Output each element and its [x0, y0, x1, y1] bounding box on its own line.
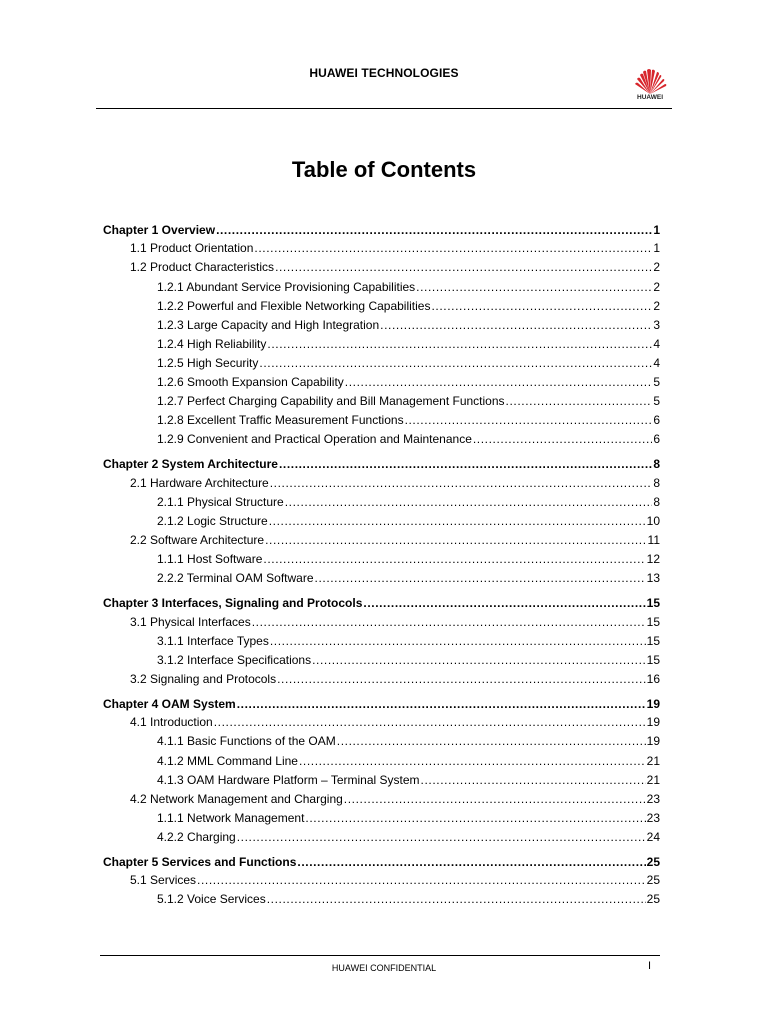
toc-entry-page: 21 — [646, 772, 660, 787]
toc-entry-label: Chapter 4 OAM System — [103, 697, 236, 711]
toc-chapter-entry[interactable] — [103, 595, 660, 611]
toc-entry-label: Chapter 5 Services and Functions — [103, 855, 297, 869]
toc-entry[interactable] — [157, 336, 660, 352]
toc-leader-dots — [344, 791, 646, 807]
toc-entry[interactable] — [157, 317, 660, 333]
toc-entry[interactable] — [157, 652, 660, 668]
toc-entry[interactable] — [130, 240, 660, 256]
footer-confidential: HUAWEI CONFIDENTIAL — [331, 963, 437, 973]
toc-entry-page: 21 — [646, 753, 660, 768]
toc-entry-page: 25 — [646, 873, 660, 888]
footer-page-number: I — [648, 960, 652, 972]
toc-entry-label: 1.2.4 High Reliability — [157, 336, 267, 351]
toc-entry[interactable] — [157, 570, 660, 586]
toc-entry-label: 2.2.2 Terminal OAM Software — [157, 571, 314, 586]
toc-entry-page: 1 — [653, 241, 660, 256]
toc-leader-dots — [254, 240, 652, 256]
toc-entry-label: 2.1.2 Logic Structure — [157, 513, 268, 528]
toc-leader-dots — [285, 494, 653, 510]
toc-leader-dots — [214, 714, 646, 730]
footer-divider — [100, 955, 660, 956]
toc-entry-page: 15 — [646, 652, 660, 667]
toc-leader-dots — [267, 891, 646, 907]
toc-leader-dots — [337, 733, 646, 749]
toc-entry-label: 1.2.7 Perfect Charging Capability and Bill Management Functions — [157, 394, 505, 409]
toc-chapter-entry[interactable] — [103, 222, 660, 238]
toc-entry-page: 3 — [653, 317, 660, 332]
toc-entry-page: 8 — [653, 457, 660, 472]
toc-entry-label: 1.2.2 Powerful and Flexible Networking Capabilities — [157, 298, 431, 313]
toc-entry-label: 2.2 Software Architecture — [130, 533, 265, 547]
toc-leader-dots — [197, 872, 646, 888]
toc-entry-page: 2 — [653, 298, 660, 313]
toc-entry-label: 4.1.2 MML Command Line — [157, 753, 298, 768]
toc-chapter-entry[interactable] — [103, 456, 660, 472]
toc-entry-label: Chapter 1 Overview — [103, 223, 216, 237]
toc-leader-dots — [267, 336, 652, 352]
toc-entry[interactable] — [157, 412, 660, 428]
toc-leader-dots — [279, 456, 652, 472]
toc-leader-dots — [263, 551, 645, 567]
header-title: HUAWEI TECHNOLOGIES — [309, 66, 459, 80]
toc-leader-dots — [416, 279, 652, 295]
toc-leader-dots — [380, 317, 652, 333]
toc-entry-label: 1.2.9 Convenient and Practical Operation and Maintenance — [157, 432, 472, 447]
toc-entry-label: 4.1.1 Basic Functions of the OAM — [157, 734, 336, 749]
toc-entry-label: 1.1.1 Host Software — [157, 552, 263, 567]
toc-entry-page: 12 — [646, 552, 660, 567]
toc-entry-page: 5 — [653, 394, 660, 409]
toc-entry-page: 25 — [646, 892, 660, 907]
toc-entry[interactable] — [130, 872, 660, 888]
toc-entry-label: 3.1.2 Interface Specifications — [157, 652, 312, 667]
toc-leader-dots — [315, 570, 646, 586]
toc-leader-dots — [237, 696, 646, 712]
toc-entry[interactable] — [157, 374, 660, 390]
toc-entry-page: 25 — [646, 855, 660, 869]
toc-entry[interactable] — [157, 513, 660, 529]
toc-entry[interactable] — [157, 551, 660, 567]
toc-entry[interactable] — [157, 355, 660, 371]
toc-entry-page: 19 — [646, 734, 660, 749]
toc-leader-dots — [275, 259, 652, 275]
toc-leader-dots — [269, 513, 646, 529]
toc-entry[interactable] — [157, 810, 660, 826]
toc-entry-page: 11 — [647, 533, 660, 547]
toc-leader-dots — [431, 298, 652, 314]
toc-entry-label: 3.1 Physical Interfaces — [130, 614, 251, 629]
toc-entry[interactable] — [157, 298, 660, 314]
toc-entry-label: 1.2.5 High Security — [157, 355, 259, 370]
toc-entry-page: 8 — [653, 475, 660, 490]
toc-entry[interactable] — [157, 633, 660, 649]
toc-entry-label: 3.2 Signaling and Protocols — [130, 671, 277, 686]
toc-entry-label: 1.2.1 Abundant Service Provisioning Capabilities — [157, 279, 416, 294]
toc-entry-label: 2.1.1 Physical Structure — [157, 494, 284, 509]
toc-entry-page: 23 — [646, 791, 660, 806]
toc-entry[interactable] — [157, 829, 660, 845]
toc-entry[interactable] — [157, 494, 660, 510]
toc-entry[interactable] — [130, 475, 660, 491]
toc-entry[interactable] — [130, 791, 660, 807]
toc-entry[interactable] — [157, 393, 660, 409]
toc-entry-page: 13 — [646, 571, 660, 586]
toc-entry[interactable] — [157, 891, 660, 907]
page-title: Table of Contents — [291, 157, 477, 182]
toc-entry-page: 4 — [653, 336, 660, 351]
toc-entry[interactable] — [157, 431, 660, 447]
toc-entry-page: 2 — [653, 279, 660, 294]
toc-entry-page: 1 — [653, 223, 660, 237]
toc-leader-dots — [259, 355, 652, 371]
toc-entry-page: 24 — [646, 829, 660, 844]
toc-entry-label: Chapter 2 System Architecture — [103, 457, 278, 472]
toc-leader-dots — [277, 671, 646, 687]
toc-entry[interactable] — [130, 714, 660, 730]
toc-entry-page: 15 — [646, 633, 660, 648]
toc-leader-dots — [506, 393, 653, 409]
toc-chapter-entry[interactable] — [103, 854, 660, 870]
toc-entry-label: 3.1.1 Interface Types — [157, 633, 269, 648]
toc-entry-label: 5.1.2 Voice Services — [157, 892, 266, 907]
logo-text: HUAWEI — [637, 94, 663, 101]
toc-entry[interactable] — [130, 614, 660, 630]
toc-entry-page: 6 — [653, 413, 660, 428]
toc-entry-label: 2.1 Hardware Architecture — [130, 475, 269, 490]
toc-entry-label: 1.1.1 Network Management — [157, 810, 305, 825]
toc-leader-dots — [297, 854, 645, 870]
toc-entry[interactable] — [130, 532, 660, 548]
toc-entry-page: 23 — [646, 810, 660, 825]
toc-chapter-entry[interactable] — [103, 696, 660, 712]
toc-entry-label: Chapter 3 Interfaces, Signaling and Protocols — [103, 596, 363, 611]
toc-entry-page: 19 — [646, 697, 660, 711]
toc-entry-page: 19 — [646, 715, 660, 730]
toc-leader-dots — [270, 633, 646, 649]
toc-entry[interactable] — [157, 733, 660, 749]
toc-leader-dots — [363, 595, 645, 611]
toc-leader-dots — [299, 753, 646, 769]
toc-leader-dots — [405, 412, 653, 428]
toc-leader-dots — [473, 431, 652, 447]
toc-entry[interactable] — [130, 671, 660, 687]
toc-entry-label: 1.2 Product Characteristics — [130, 260, 275, 275]
toc-leader-dots — [265, 532, 646, 548]
toc-entry-label: 1.2.6 Smooth Expansion Capability — [157, 375, 344, 389]
toc-entry-label: 4.2.2 Charging — [157, 829, 236, 844]
toc-entry-page: 5 — [653, 375, 660, 389]
toc-entry[interactable] — [157, 753, 660, 769]
toc-entry-page: 2 — [653, 260, 660, 275]
toc-entry-page: 16 — [646, 671, 660, 686]
toc-entry[interactable] — [130, 259, 660, 275]
toc-leader-dots — [270, 475, 653, 491]
toc-entry[interactable] — [157, 772, 660, 788]
toc-entry-label: 1.2.3 Large Capacity and High Integration — [157, 317, 380, 332]
toc-entry-label: 1.2.8 Excellent Traffic Measurement Functions — [157, 413, 404, 428]
toc-entry-page: 15 — [646, 596, 660, 611]
toc-leader-dots — [305, 810, 645, 826]
toc-leader-dots — [421, 772, 646, 788]
toc-leader-dots — [345, 374, 653, 390]
toc-entry-label: 1.1 Product Orientation — [130, 241, 254, 256]
toc-entry-page: 8 — [653, 494, 660, 509]
toc-entry-page: 6 — [653, 432, 660, 447]
toc-entry-label: 5.1 Services — [130, 873, 197, 888]
toc-entry-label: 4.1 Introduction — [130, 715, 213, 730]
toc-entry[interactable] — [157, 279, 660, 295]
toc-leader-dots — [216, 222, 652, 238]
toc-leader-dots — [312, 652, 646, 668]
toc-entry-label: 4.1.3 OAM Hardware Platform – Terminal System — [157, 772, 420, 787]
toc-entry-page: 15 — [646, 614, 660, 629]
toc-leader-dots — [252, 614, 646, 630]
toc-entry-label: 4.2 Network Management and Charging — [130, 791, 343, 806]
toc-leader-dots — [237, 829, 646, 845]
toc-entry-page: 10 — [646, 513, 660, 528]
toc-entry-page: 4 — [653, 355, 660, 370]
